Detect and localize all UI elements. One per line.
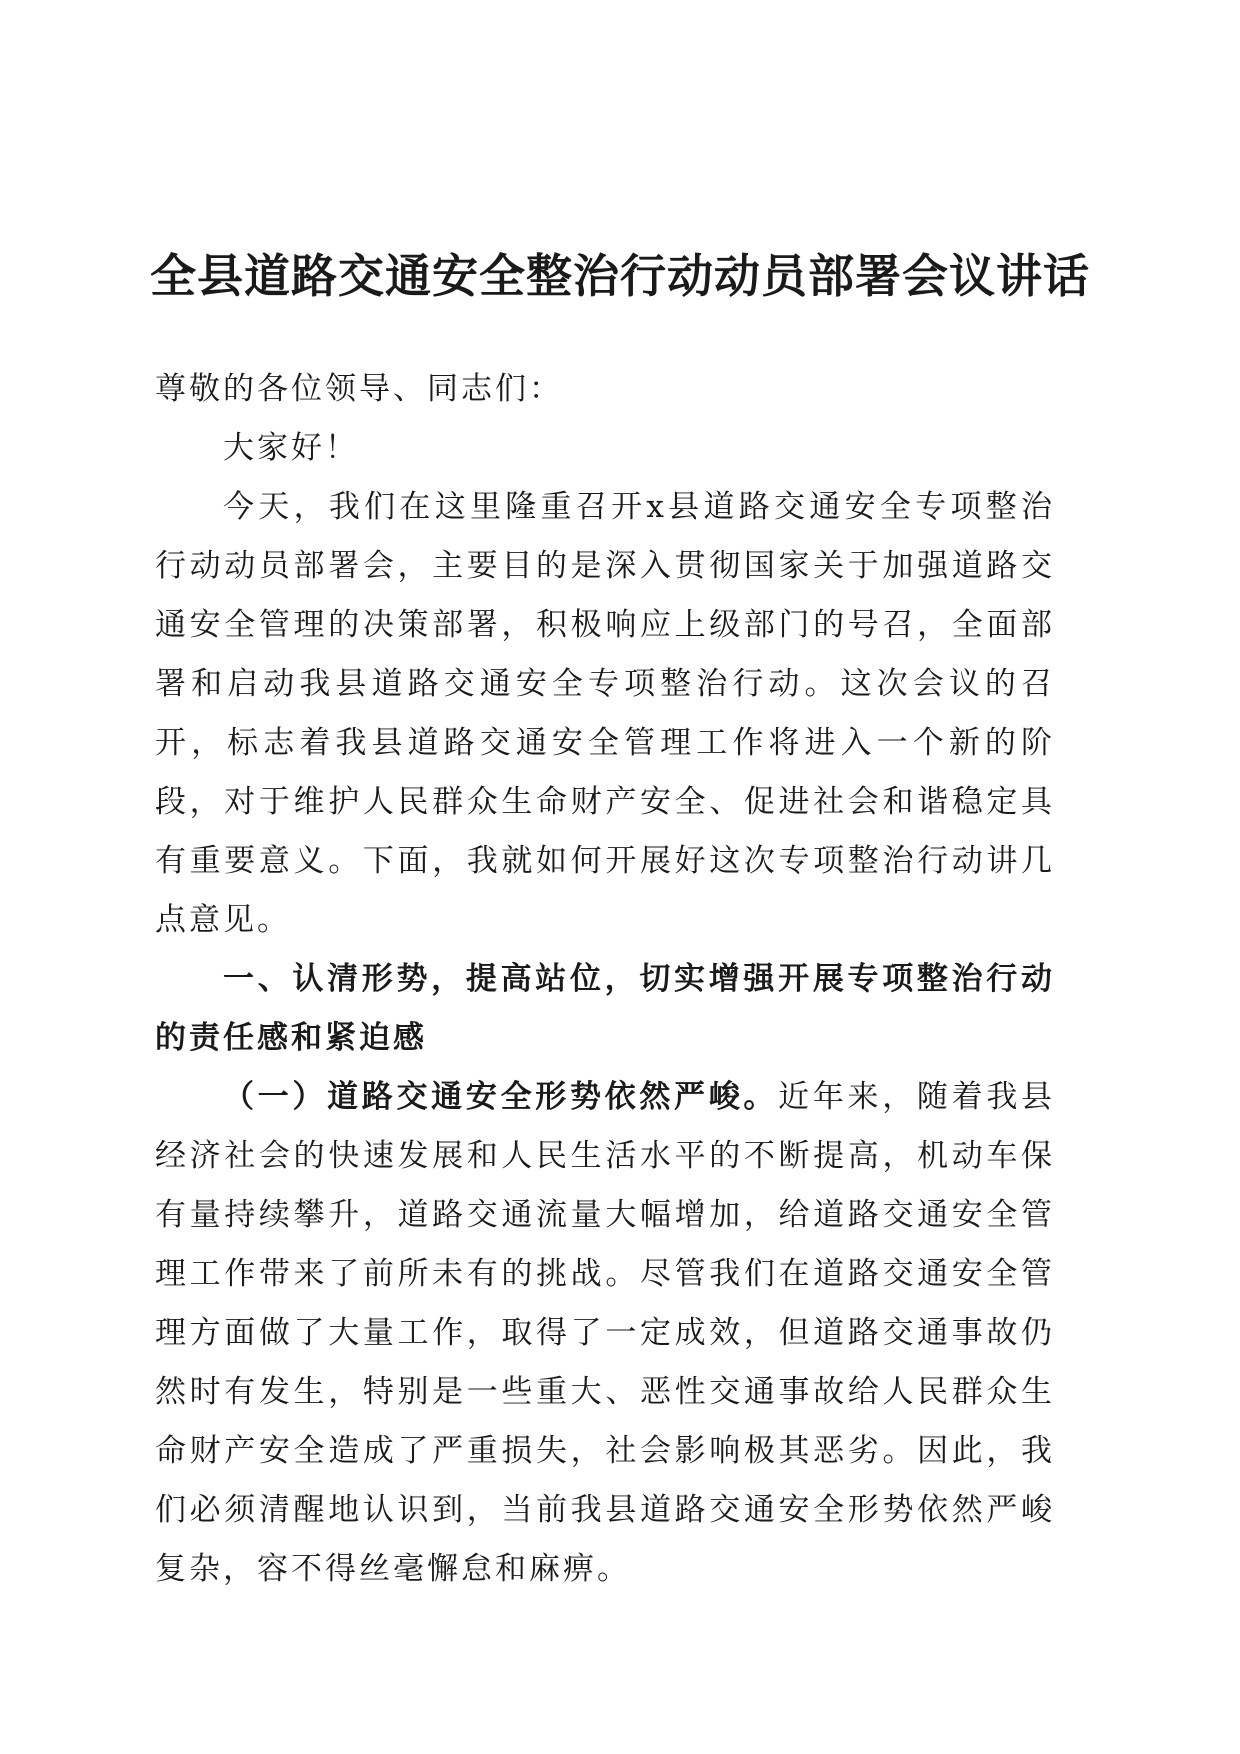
subsection-text-1: 近年来，随着我县经济社会的快速发展和人民生活水平的不断提高，机动车保有量持续攀升，道路交通流量大幅增加，给道路交通安全管理工作带来了前所未有的挑战。尽管我们在道路交通安全管理方面做了大量工作，取得了一定成效，但道路交通事故仍然时有发生，特别是一些重大、恶性交通事故给人民群众生命财产安全造成了严重损失，社会影响极其恶劣。因此，我们必须清醒地认识到，当前我县道路交通安全形势依然严峻复杂，容不得丝毫懈怠和麻痹。 [155,1079,1056,1587]
section-heading-1: 一、认清形势，提高站位，切实增强开展专项整治行动的责任感和紧迫感 [155,961,1055,1056]
subsection-paragraph-1 [155,1068,1055,1599]
document-title: 全县道路交通安全整治行动动员部署会议讲话 [150,249,1090,303]
salutation: 尊敬的各位领导、同志们： [155,371,563,407]
document-body [155,360,1055,1599]
subsection-heading-1: （一）道路交通安全形势依然严峻。 [223,1079,779,1115]
greeting: 大家好！ [223,430,359,466]
intro-paragraph: 今天，我们在这里隆重召开x县道路交通安全专项整治行动动员部署会，主要目的是深入贯彻国家关于加强道路交通安全管理的决策部署，积极响应上级部门的号召，全面部署和启动我县道路交通安全专项整治行动。这次会议的召开，标志着我县道路交通安全管理工作将进入一个新的阶段，对于维护人民群众生命财产安全、促进社会和谐稳定具有重要意义。下面，我就如何开展好这次专项整治行动讲几点意见。 [155,489,1055,938]
